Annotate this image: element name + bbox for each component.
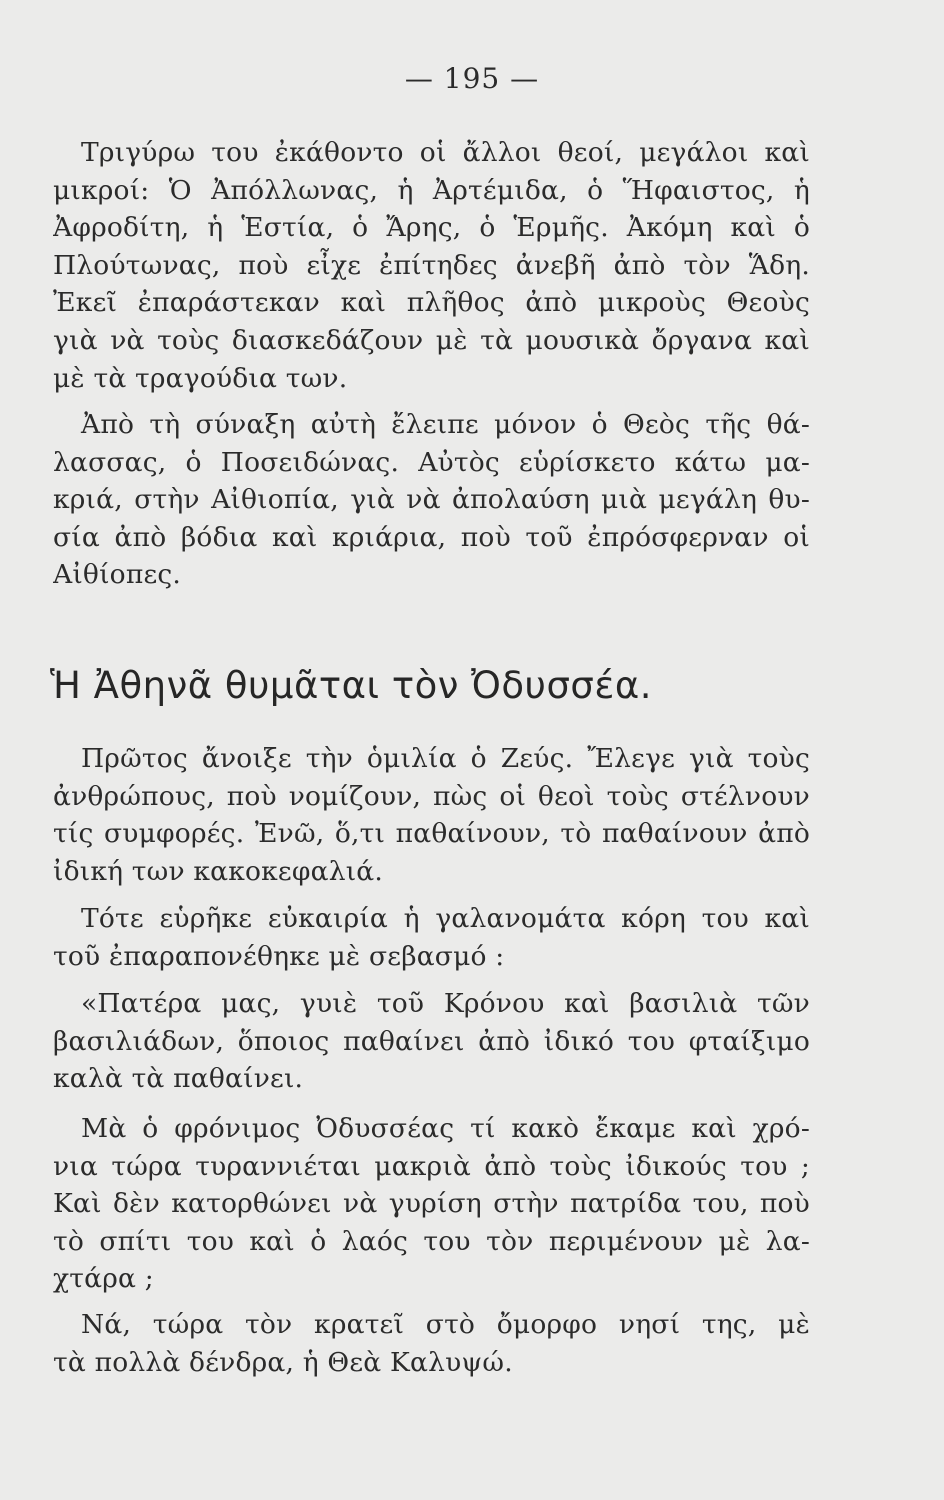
text-line: μὲ τὰ τραγούδια των.	[53, 362, 348, 394]
text-line: καλὰ τὰ παθαίνει.	[53, 1063, 304, 1095]
paragraph-father-address	[53, 985, 810, 1098]
text-line: «Πατέρα μας, γυιὲ τοῦ Κρόνου καὶ βασιλιὰ τῶν	[81, 988, 810, 1019]
text-line: Τότε εὑρῆκε εὐκαιρία ἡ γαλανομάτα κόρη του καὶ	[81, 903, 810, 934]
text-line: τὰ πολλὰ δένδρα, ἡ Θεὰ Καλυψώ.	[53, 1346, 513, 1378]
text-line: σία ἀπὸ βόδια καὶ κριάρια, ποὺ τοῦ ἐπρόσφερναν οἱ	[53, 521, 810, 553]
text-line: Τριγύρω του ἐκάθοντο οἱ ἄλλοι θεοί, μεγάλοι καὶ	[81, 137, 810, 168]
text-line: Πρῶτος ἄνοιξε τὴν ὁμιλία ὁ Ζεύς. Ἔλεγε γιὰ τοὺς	[81, 743, 810, 774]
page-number: — 195 —	[404, 62, 540, 95]
paragraph-poseidon-absent	[53, 406, 810, 594]
text-line: ἰδική των κακοκεφαλιά.	[53, 855, 384, 887]
text-line: Ἀφροδίτη, ἡ Ἑστία, ὁ Ἄρης, ὁ Ἑρμῆς. Ἀκόμη καὶ ὁ	[53, 212, 810, 244]
text-line: Ἀπὸ τὴ σύναξη αὐτὴ ἔλειπε μόνον ὁ Θεὸς τῆς θά-	[81, 409, 810, 440]
paragraph-calypso	[53, 1306, 810, 1381]
text-line: Αἰθίοπες.	[53, 559, 182, 591]
text-line: χτάρα ;	[53, 1263, 154, 1295]
section-heading: Ἡ Ἀθηνᾶ θυμᾶται τὸν Ὀδυσσέα.	[50, 664, 653, 707]
text-line: Ἐκεῖ ἐπαράστεκαν καὶ πλῆθος ἀπὸ μικροὺς Θεοὺς	[53, 287, 810, 319]
text-line: τὸ σπίτι του καὶ ὁ λαός του τὸν περιμένουν μὲ λα-	[53, 1225, 810, 1257]
paragraph-zeus-speaks	[53, 740, 810, 890]
text-line: μικροί: Ὁ Ἀπόλλωνας, ἡ Ἀρτέμιδα, ὁ Ἥφαιστος, ἡ	[53, 174, 810, 206]
text-line: τοῦ ἐπαραπονέθηκε μὲ σεβασμό :	[53, 940, 505, 972]
text-line: Καὶ δὲν κατορθώνει νὰ γυρίση στὴν πατρίδα του, ποὺ	[53, 1188, 810, 1220]
text-line: Μὰ ὁ φρόνιμος Ὀδυσσέας τί κακὸ ἔκαμε καὶ χρό-	[81, 1113, 810, 1144]
text-line: τίς συμφορές. Ἐνῶ, ὅ,τι παθαίνουν, τὸ παθαίνουν ἀπὸ	[53, 818, 810, 850]
text-line: λασσας, ὁ Ποσειδώνας. Αὐτὸς εὑρίσκετο κάτω μα-	[53, 446, 810, 478]
paragraph-gods-gathering	[53, 134, 810, 397]
text-line: Πλούτωνας, ποὺ εἶχε ἐπίτηδες ἀνεβῆ ἀπὸ τὸν Ἅδη.	[53, 249, 810, 281]
text-line: νια τώρα τυραννιέται μακριὰ ἀπὸ τοὺς ἰδικούς του ;	[53, 1150, 810, 1182]
text-line: ἀνθρώπους, ποὺ νομίζουν, πὼς οἱ θεοὶ τοὺς στέλνουν	[53, 780, 810, 812]
paragraph-odysseus-fate	[53, 1110, 810, 1298]
text-line: βασιλιάδων, ὅποιος παθαίνει ἀπὸ ἰδικό του φταίξιμο	[53, 1025, 810, 1057]
text-line: γιὰ νὰ τοὺς διασκεδάζουν μὲ τὰ μουσικὰ ὄργανα καὶ	[53, 324, 810, 356]
text-line: κριά, στὴν Αἰθιοπία, γιὰ νὰ ἀπολαύση μιὰ μεγάλη θυ-	[53, 484, 810, 516]
text-line: Νά, τώρα τὸν κρατεῖ στὸ ὄμορφο νησί της, μὲ	[81, 1309, 810, 1340]
paragraph-athena-complains	[53, 900, 810, 975]
